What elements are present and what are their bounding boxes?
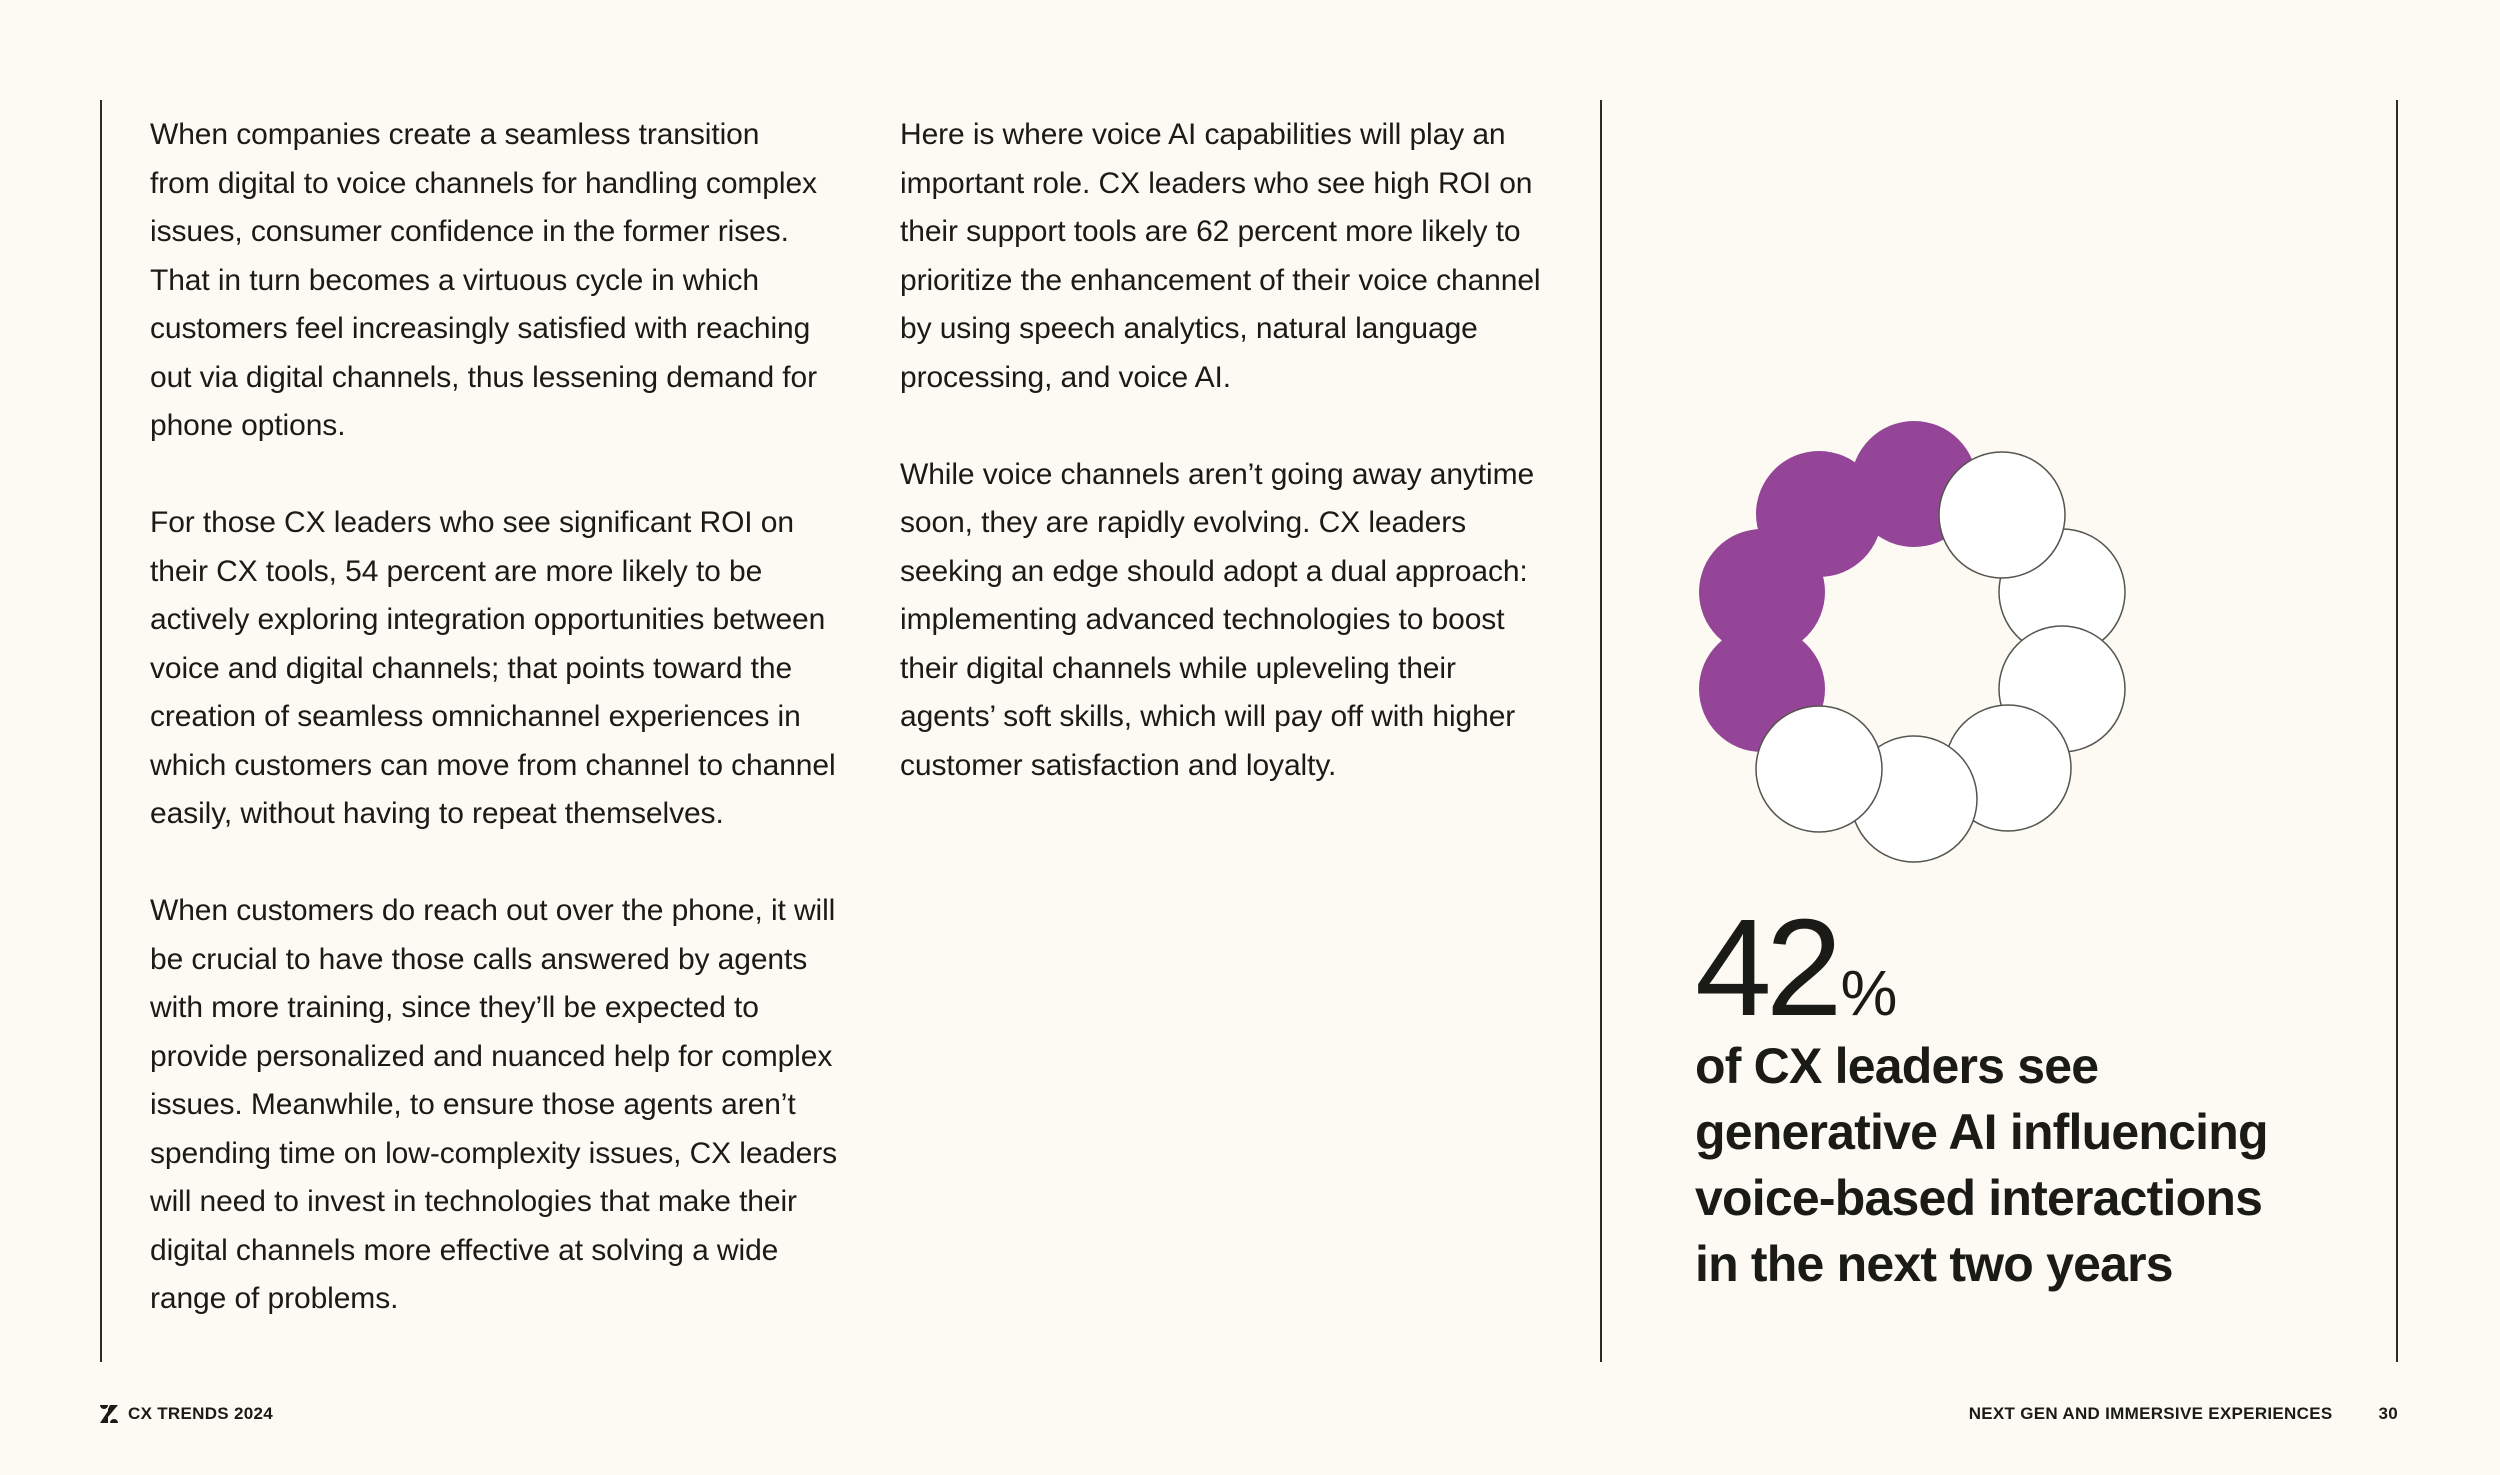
zendesk-logo-icon <box>100 1405 118 1423</box>
right-divider <box>2396 100 2398 1362</box>
circle-ring-graphic <box>1690 410 2150 870</box>
ring-circle <box>1939 452 2065 578</box>
paragraph: When customers do reach out over the phone, it will be crucial to have those calls answered by agents with more training, since they’ll be expected to provide personalized and nuanced help for complex issues. Meanwhile, to ensure those agents aren’t spending time on low-complexity issues, CX leaders will need to invest in technologies that make their digital channels more effective at solving a wide range of problems. <box>150 894 837 1315</box>
percent-sign: % <box>1840 957 1898 1029</box>
stat-value: 42 <box>1695 891 1837 1045</box>
middle-divider <box>1600 100 1602 1362</box>
left-text-column <box>150 111 870 1372</box>
paragraph: For those CX leaders who see significant ROI on their CX tools, 54 percent are more likely to be actively exploring integration opportunities between voice and digital channels; that points toward the creation of seamless omnichannel experiences in which customers can move from channel to channel easily, without having to repeat themselves. <box>150 506 836 830</box>
stat-description: of CX leaders see generative AI influencing voice-based interactions in the next two years <box>1695 1038 2268 1292</box>
footer-section-title: NEXT GEN AND IMMERSIVE EXPERIENCES <box>1968 1404 2333 1423</box>
middle-text-column <box>900 111 1580 839</box>
paragraph: Here is where voice AI capabilities will play an important role. CX leaders who see high ROI on their support tools are 62 percent more likely to prioritize the enhancement of their voice channel by using speech analytics, natural language processing, and voice AI. <box>900 118 1541 394</box>
footer-right <box>1969 1404 2398 1424</box>
footer-left <box>100 1404 273 1424</box>
page-number: 30 <box>2378 1404 2398 1423</box>
left-divider <box>100 100 102 1362</box>
paragraph: When companies create a seamless transition from digital to voice channels for handling complex issues, consumer confidence in the former rises. That in turn becomes a virtuous cycle in which customers feel increasingly satisfied with reaching out via digital channels, thus lessening demand for phone options. <box>150 118 817 442</box>
ring-circle <box>1756 706 1882 832</box>
paragraph: While voice channels aren’t going away anytime soon, they are rapidly evolving. CX leaders seeking an edge should adopt a dual approach: implementing advanced technologies to boost their digital channels while upleveling their agents’ soft skills, which will pay off with higher customer satisfaction and loyalty. <box>900 457 1535 782</box>
footer-report-title: CX TRENDS 2024 <box>128 1404 273 1423</box>
